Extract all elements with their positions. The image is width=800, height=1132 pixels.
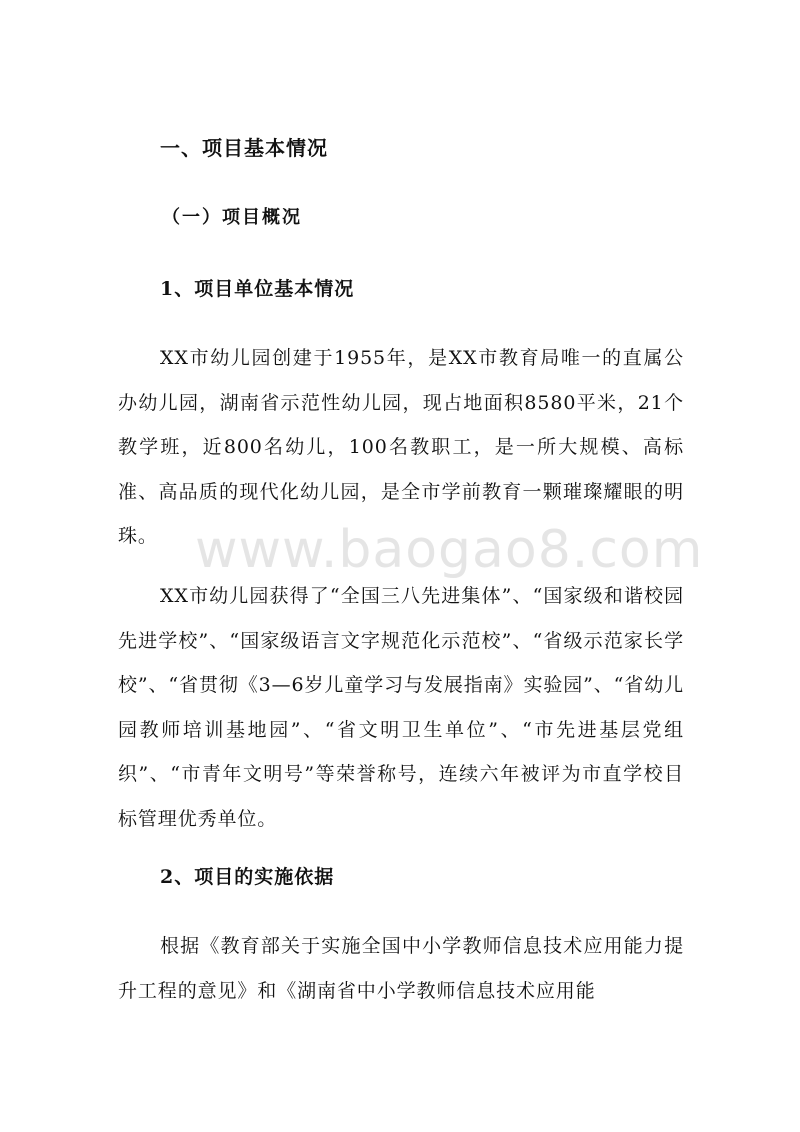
item1-title: 1、项目单位基本情况 bbox=[160, 278, 355, 300]
item2-title: 2、项目的实施依据 bbox=[160, 866, 335, 888]
subsection-title: （一）项目概况 bbox=[162, 207, 302, 228]
watermark: www.baogao8.com bbox=[195, 520, 704, 580]
item1-paragraph-2: XX市幼儿园获得了“全国三八先进集体”、“国家级和谐校园先进学校”、“国家级语言文字规范化示范校”、“省级示范家长学校”、“省贯彻《3—6岁儿童学习与发展指南》实验园”、“省幼儿园教师培训基地园”、“省文明卫生单位”、“市先进基层党组织”、“市青年文明号”等荣誉称号，连续六年被评为市直学校目标管理优秀单位。 bbox=[118, 585, 684, 830]
item1-paragraph-1: XX市幼儿园创建于1955年，是XX市教育局唯一的直属公办幼儿园，湖南省示范性幼儿园，现占地面积8580平米，21个教学班，近800名幼儿，100名教职工，是一所大规模、高标准、高品质的现代化幼儿园，是全市学前教育一颗璀璨耀眼的明珠。 bbox=[118, 347, 684, 547]
section-title: 一、项目基本情况 bbox=[160, 136, 328, 160]
item2-paragraph-1: 根据《教育部关于实施全国中小学教师信息技术应用能力提升工程的意见》和《湖南省中小学教师信息技术应用能 bbox=[118, 935, 684, 1002]
